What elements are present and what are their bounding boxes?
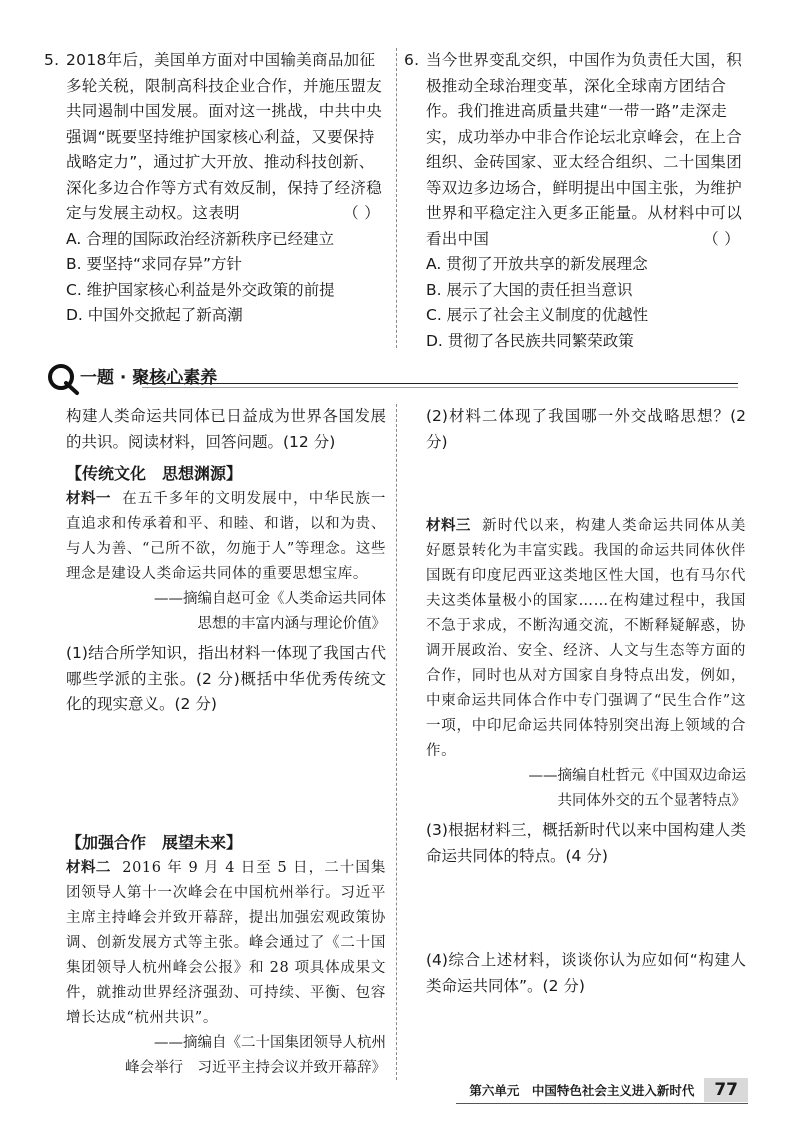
material-1-source-line2: 思想的丰富内涵与理论价值》 [197, 616, 386, 632]
question-6-number: 6. [404, 51, 420, 69]
column-divider-top [396, 48, 397, 348]
section-title: 一题 · 聚核心素养 [80, 368, 218, 388]
section-rule [142, 383, 738, 384]
q6-option-a: A. 贯彻了开放共享的新发展理念 [426, 255, 648, 273]
question-3: (3)根据材料三，概括新时代以来中国构建人类命运共同体的特点。(4 分) [426, 821, 746, 865]
q6-option-b: B. 展示了大国的责任担当意识 [426, 280, 633, 299]
task-intro: 构建人类命运共同体已日益成为世界各国发展的共识。阅读材料，回答问题。(12 分) [66, 407, 386, 451]
q5-option-a: A. 合理的国际政治经济新秩序已经建立 [66, 229, 335, 248]
material-1-source-line1: ——摘编自赵可金《人类命运共同体 [154, 591, 386, 607]
left-column-part2 [66, 830, 386, 1081]
question-5-number: 5. [44, 51, 60, 69]
footer-rule [456, 1103, 748, 1104]
question-1: (1)结合所学知识，指出材料一体现了我国古代哪些学派的主张。(2 分)概括中华优秀传统文化的现实意义。(2 分) [66, 644, 386, 713]
q5-option-b: B. 要坚持“求同存异”方针 [66, 255, 243, 273]
material-3-label: 材料三 [426, 518, 471, 534]
question-5-answer-paren: （ ） [343, 204, 380, 222]
q5-option-d: D. 中国外交掀起了新高潮 [66, 306, 243, 324]
part2-heading: 【加强合作 展望未来】 [66, 833, 243, 852]
left-column [66, 404, 386, 718]
material-2-text: 2016 年 9 月 4 日至 5 日，二十国集团领导人第十一次峰会在中国杭州举行。习近平主席主持峰会并致开幕辞，提出加强宏观政策协调、创新发展方式等主张。峰会通过了《二十国集团领导人杭州峰会公报》和 28 项具体成果文件，就推动世界经济强劲、可持续、平衡、包容增长达成“杭州共识”。 [66, 860, 386, 1026]
material-1-label: 材料一 [66, 491, 111, 507]
question-4: (4)综合上述材料，谈谈你认为应如何“构建人类命运共同体”。(2 分) [426, 951, 746, 995]
part1-heading: 【传统文化 思想渊源】 [66, 464, 243, 483]
material-1-text: 在五千多年的文明发展中，中华民族一直追求和传承着和平、和睦、和谐，以和为贵、与人为善、“己所不欲，勿施于人”等理念。这些理念是建设人类命运共同体的重要思想宝库。 [66, 491, 386, 582]
q6-option-d: D. 贯彻了各民族共同繁荣政策 [426, 331, 634, 350]
material-3-source-line1: ——摘编自杜哲元《中国双边命运 [528, 768, 746, 784]
question-2: (2)材料二体现了我国哪一外交战略思想？(2 分) [426, 407, 746, 451]
page-footer [469, 1077, 748, 1103]
material-3-source-line2: 共同体外交的五个显著特点》 [557, 793, 746, 809]
page-number: 77 [704, 1078, 748, 1102]
question-6 [404, 48, 746, 354]
material-2-source-line2: 峰会举行 习近平主持会议并致开幕辞》 [125, 1060, 386, 1076]
question-5-stem: 2018年后，美国单方面对中国输美商品加征多轮关税，限制高科技企业合作，并施压盟友共同遏制中国发展。面对这一挑战，中共中央强调“既要坚持维护国家核心利益，又要保持战略定力”，通过扩大开放、推动科技创新、深化多边合作等方式有效反制，保持了经济稳定与发展主动权。这表明 [66, 51, 383, 222]
material-2-source-line1: ——摘编自《二十国集团领导人杭州 [154, 1035, 386, 1051]
right-column [426, 404, 746, 455]
material-2-label: 材料二 [66, 860, 111, 876]
section-heading [46, 358, 738, 398]
right-column-q4 [426, 948, 746, 999]
material-3-text: 新时代以来，构建人类命运共同体从美好愿景转化为丰富实践。我国的命运共同体伙伴国既有印度尼西亚这类地区性大国，也有马尔代夫这类体量极小的国家……在构建过程中，我国不急于求成，不断沟通交流，不断释疑解惑，协调开展政治、安全、经济、人文与生态等方面的合作，同时也从对方国家自身特点出发，例如，中柬命运共同体合作中专门强调了“民生合作”这一项，中印尼命运共同体特别突出海上领域的合作。 [426, 518, 746, 759]
question-6-answer-paren: （ ） [703, 229, 740, 248]
right-column-material3 [426, 514, 746, 869]
q6-option-c: C. 展示了社会主义制度的优越性 [426, 306, 649, 324]
question-6-stem: 当今世界变乱交织，中国作为负责任大国，积极推动全球治理变革，深化全球南方团结合作。我们推进高质量共建“一带一路”走深走实，成功举办中非合作论坛北京峰会，在上合组织、金砖国家、亚太经合组织、二十国集团等双边多边场合，鲜明提出中国主张，为维护世界和平稳定注入更多正能量。从材料中可以看出中国 [426, 51, 743, 248]
section-q-icon [46, 362, 80, 396]
footer-unit-title: 第六单元 中国特色社会主义进入新时代 [469, 1083, 695, 1098]
question-5 [44, 48, 386, 329]
section-rule-thin [142, 387, 738, 388]
column-divider-bottom [396, 404, 397, 1080]
q5-option-c: C. 维护国家核心利益是外交政策的前提 [66, 280, 335, 299]
